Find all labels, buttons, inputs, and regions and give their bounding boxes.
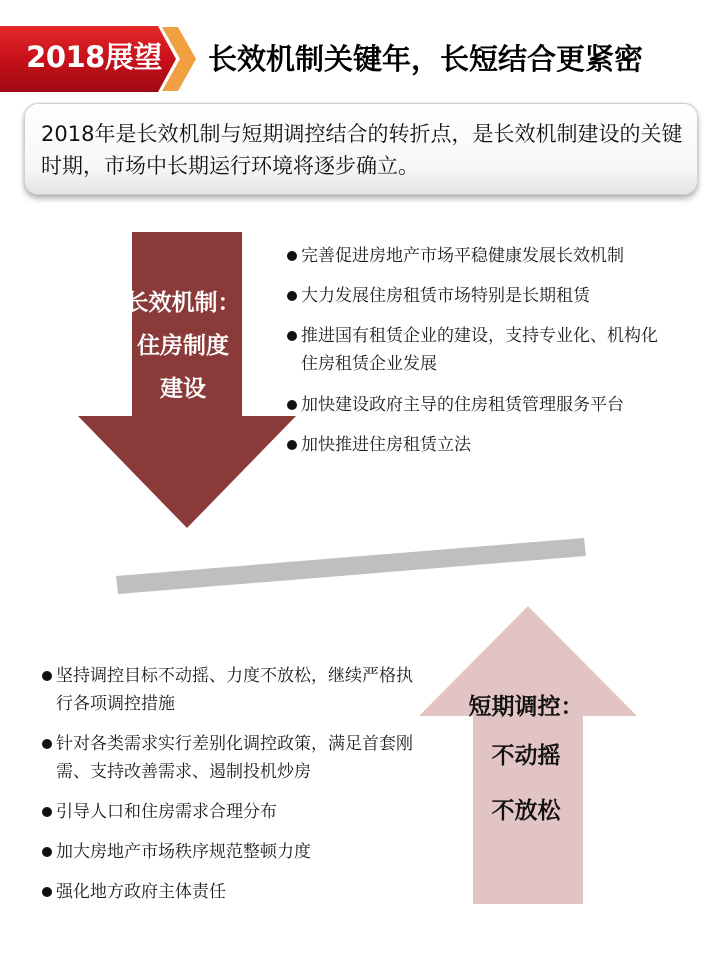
list-item (42, 878, 422, 906)
long-term-list (287, 242, 667, 471)
divider-bar (116, 538, 586, 594)
bullet-icon (42, 739, 52, 749)
list-item (287, 391, 667, 419)
bullet-icon (287, 291, 297, 301)
bullet-icon (42, 807, 52, 817)
list-item-text: 大力发展住房租赁市场特别是长期租赁 (301, 286, 590, 306)
long-term-label-line2: 住房制度 (137, 333, 229, 359)
list-item (287, 242, 667, 270)
list-item-text: 推进国有租赁企业的建设，支持专业化、机构化住房租赁企业发展 (301, 326, 658, 374)
long-term-label (118, 282, 248, 411)
list-item (287, 282, 667, 310)
bullet-icon (287, 331, 297, 341)
intro-box (24, 103, 698, 195)
bullet-icon (287, 440, 297, 450)
divider (112, 532, 592, 602)
page-title: 长效机制关键年，长短结合更紧密 (208, 42, 644, 76)
list-item (287, 431, 667, 459)
list-item-text: 针对各类需求实行差别化调控政策，满足首套刚需、支持改善需求、遏制投机炒房 (56, 734, 413, 782)
long-term-label-line3: 建设 (160, 376, 206, 402)
short-term-label-line2: 不动摇 (491, 743, 561, 769)
bullet-icon (287, 400, 297, 410)
list-item-text: 加快推进住房租赁立法 (301, 435, 471, 455)
list-item-text: 加快建设政府主导的住房租赁管理服务平台 (301, 395, 624, 415)
list-item-text: 完善促进房地产市场平稳健康发展长效机制 (301, 246, 624, 266)
bullet-icon (42, 847, 52, 857)
header-badge-label: 2018展望 (26, 40, 162, 74)
short-term-list (42, 662, 422, 918)
list-item (42, 838, 422, 866)
list-item-text: 坚持调控目标不动摇、力度不放松，继续严格执行各项调控措施 (56, 666, 413, 714)
intro-text: 2018年是长效机制与短期调控结合的转折点，是长效机制建设的关键时期，市场中长期运行环境将逐步确立。 (41, 122, 683, 178)
list-item-text: 加大房地产市场秩序规范整顿力度 (56, 842, 311, 862)
short-term-label-line1: 短期调控： (468, 694, 584, 720)
list-item (42, 662, 422, 718)
list-item (42, 798, 422, 826)
bullet-icon (287, 251, 297, 261)
bullet-icon (42, 671, 52, 681)
short-term-label-line3: 不放松 (491, 798, 561, 824)
long-term-label-line1: 长效机制： (125, 290, 241, 316)
bullet-icon (42, 887, 52, 897)
list-item (287, 322, 667, 378)
list-item-text: 强化地方政府主体责任 (56, 882, 226, 902)
list-item-text: 引导人口和住房需求合理分布 (56, 802, 277, 822)
short-term-label (456, 686, 596, 833)
list-item (42, 730, 422, 786)
